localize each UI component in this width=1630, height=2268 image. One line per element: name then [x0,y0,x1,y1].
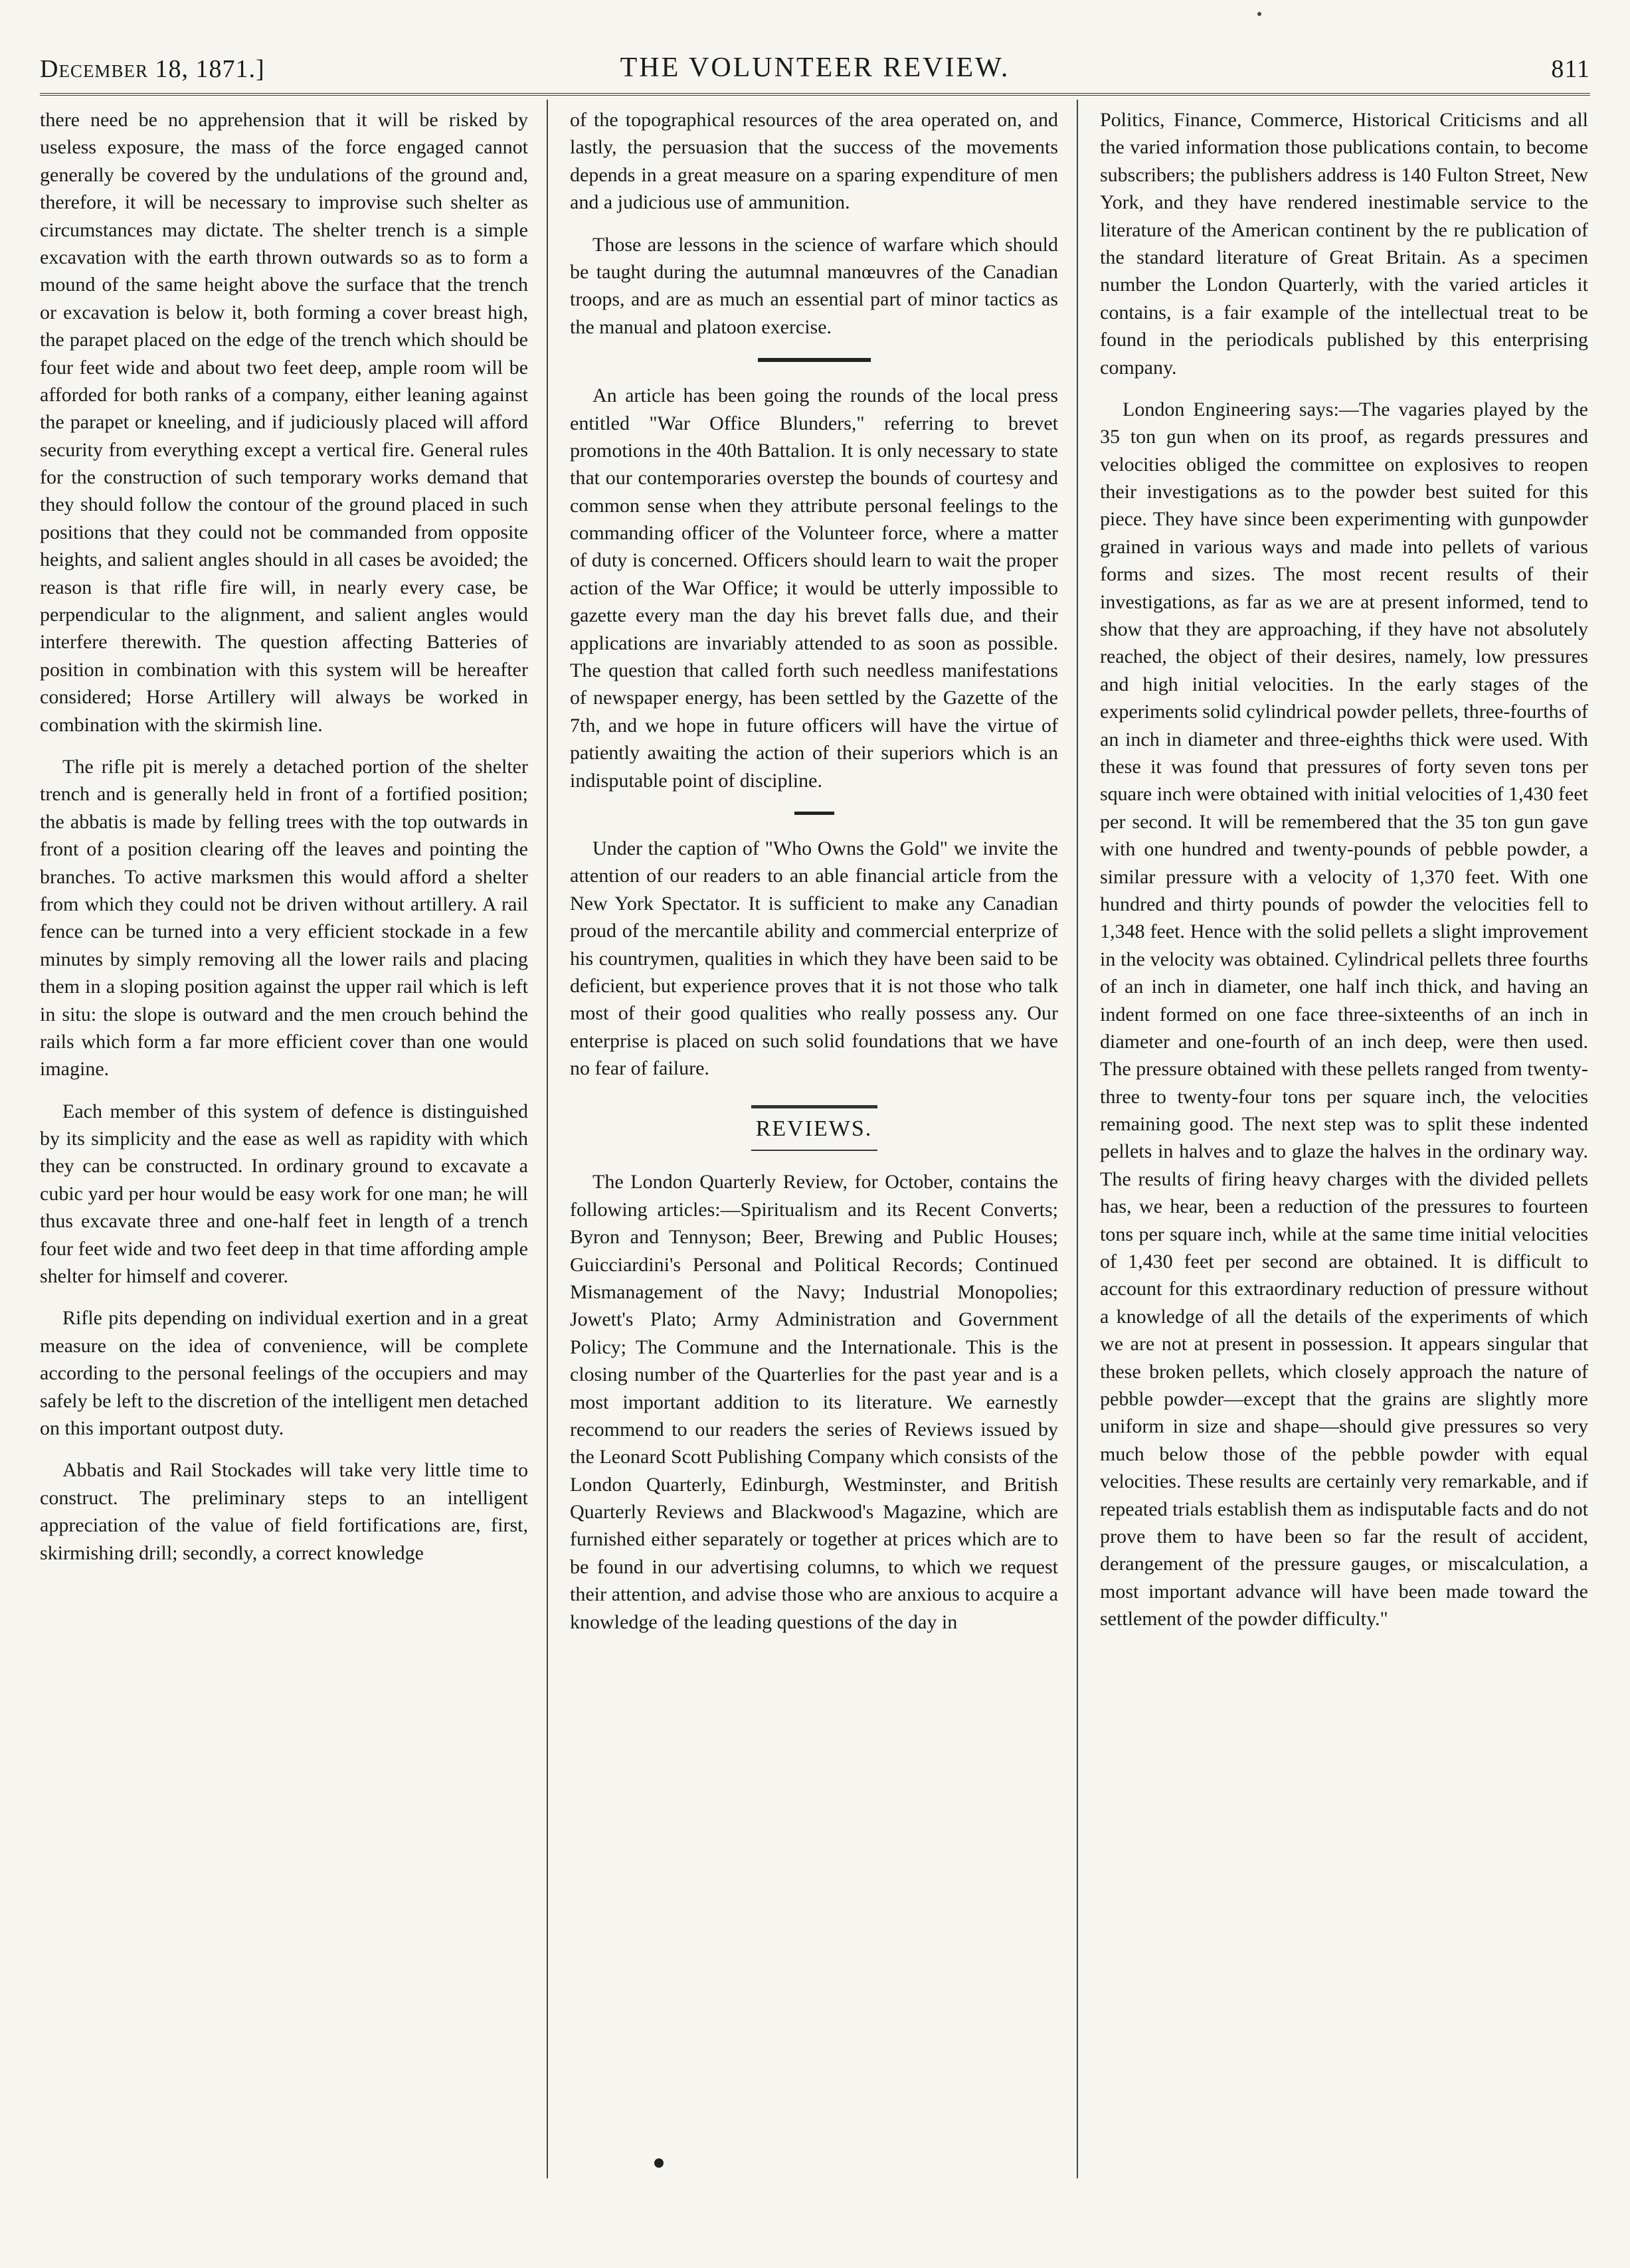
section-heading: REVIEWS. [570,1105,1058,1152]
paragraph: there need be no apprehension that it will be risked by useless exposure, the mass of the force engaged cannot generally be covered by the undulations of the ground and, therefore, it will be necessary to improvise such shelter as circumstances may dictate. The shelter trench is a simple excavation with the earth thrown outwards so as to form a mound of the same height above the surface that the trench or excavation is below it, both forming a cover breast high, the parapet placed on the edge of the trench which should be four feet wide and about two feet deep, ample room will be afforded for both ranks of a company, either leaning against the parapet or kneeling, and if judiciously placed will afford security from everything except a vertical fire. General rules for the construction of such temporary works demand that they should follow the contour of the ground placed in such positions that they could not be commanded from opposite heights, and salient angles should in all cases be avoided; the reason is that rifle fire will, in nearly every case, be perpendicular to the alignment, and salient angles would interfere therewith. The question affecting Batteries of position in combination with this system will be hereafter considered; Horse Artillery will always be worked in combination with the skirmish line. [40,109,528,736]
paragraph: An article has been going the rounds of the local press entitled "War Office Blunders," referring to brevet promotions in the 40th Battalion. It is only necessary to state that our contemporaries overstep the bounds of courtesy and common sense when they attribute personal feelings to the commanding officer of the Volunteer force, where a matter of duty is concerned. Officers should learn to wait the proper action of the War Office; it would be utterly impossible to gazette every man the day his brevet falls due, and their applications are invariably attended to as soon as possible. The question that called forth such needless manifestations of newspaper energy, has been settled by the Gazette of the 7th, and we hope in future officers will have the virtue of patiently awaiting the action of their superiors which is an indisputable point of discipline. [570,385,1058,792]
paragraph: Abbatis and Rail Stockades will take very little time to construct. The preliminary steps to an intelligent appreciation of the value of field fortifications are, first, skirmishing drill; secondly, a correct knowledge [40,1459,528,1564]
ink-dot [654,2158,664,2168]
section-separator [758,358,871,362]
page-number: 811 [1551,55,1590,83]
paragraph: The rifle pit is merely a detached portion of the shelter trench and is generally held in front of a fortified position; the abbatis is made by felling trees with the top outwards in front of a position clearing off the leaves and pointing the branches. To active marksmen this would afford a shelter from which they could not be driven without artillery. A rail fence can be turned into a very efficient stockade in a few minutes by simply removing all the lower rails and placing them in a sloping position against the upper rail which is left in situ: the slope is outward and the men crouch behind the rails which form a far more efficient cover than one would imagine. [40,755,528,1081]
masthead [40,46,1590,86]
column-divider [1077,100,1078,2178]
paragraph: of the topographical resources of the area operated on, and lastly, the persuasion that the success of the movements depends in a great measure on a sparing expenditure of men and a judicious use of ammunition. [570,109,1058,214]
column-1 [40,106,528,2178]
paragraph: Rifle pits depending on individual exertion and in a great measure on the idea of convenience, will be complete according to the personal feelings of the occupiers and may safely be left to the discretion of the intelligent men detached on this important outpost duty. [40,1307,528,1439]
paragraph: Those are lessons in the science of warfare which should be taught during the autumnal manœuvres of the Canadian troops, and are as much an essential part of minor tactics as the manual and platoon exercise. [570,233,1058,338]
paragraph: Politics, Finance, Commerce, Historical Criticisms and all the varied information those publications contain, to become subscribers; the publishers address is 140 Fulton Street, New York, and they have rendered inestimable service to the literature of the American continent by the re publication of the standard literature of Great Britain. As a specimen number the London Quarterly, with the varied articles it contains, is a fair example of the intellectual treat to be found in the periodicals published by this enterprising company. [1100,109,1588,379]
paragraph: Under the caption of "Who Owns the Gold" we invite the attention of our readers to an able financial article from the New York Spectator. It is sufficient to make any Canadian proud of the mercantile ability and commercial enterprize of his countrymen, qualities in which they have been said to be deficient, but experience proves that it is not those who talk most of their good qualities who really possess any. Our enterprise is placed on such solid foundations that we have no fear of failure. [570,837,1058,1080]
publication-title: THE VOLUNTEER REVIEW. [620,52,1010,83]
column-2 [570,106,1058,2178]
ink-speck [1257,12,1261,16]
paragraph: London Engineering says:—The vagaries played by the 35 ton gun when on its proof, as regards pressures and velocities obliged the committee on explosives to reopen their investigations as to the powder best suited for this piece. They have since been experimenting with gunpowder grained in various ways and made into pellets of various forms and sizes. The most recent results of their investigations, as far as we are at present informed, tend to show that they are approaching, if they have not absolutely reached, the object of their desires, namely, low pressures and high initial velocities. In the early stages of the experiments solid cylindrical powder pellets, three-fourths of an inch in diameter and three-eighths thick were used. With these it was found that pressures of forty seven tons per square inch were obtained with initial velocities of 1,430 feet per second. It will be remembered that the 35 ton gun gave with one hundred and twenty-pounds of pebble powder, a similar pressure with a velocity of 1,370 feet. With one hundred and thirty pounds of powder the velocities fell to 1,348 feet. Hence with the solid pellets a slight improvement in the velocity was obtained. Cylindrical pellets three fourths of an inch in diameter, one half inch thick, and having an indent formed on one face three-sixteenths of an inch in diameter and one-fourth of an inch deep, were then used. The pressure obtained with these pellets ranged from twenty-three to twenty-four tons per square inch, the velocities remaining good. The next step was to split these indented pellets in halves and to glaze the halves in the ordinary way. The results of firing heavy charges with the divided pellets has, we hear, been a reduction of the pressures to fourteen tons per square inch, while at the same time initial velocities of 1,430 feet per second are obtained. It is difficult to account for this extraordinary reduction of pressure without a knowledge of all the details of the experiments of which we are not at present in possession. It appears singular that these broken pellets, which closely approach the nature of pebble powder—except that the grains are slightly more uniform in size and shape—should give pressures so very much below those of the pebble powder with equal velocities. These results are certainly very remarkable, and if repeated trials establish them as indisputable facts and do not prove them to have been so far the result of accident, derangement of the pressure gauges, or miscalculation, a most important advance will have been made toward the settlement of the powder difficulty." [1100,398,1588,1630]
paragraph: The London Quarterly Review, for October, contains the following articles:—Spiritualism and its Recent Converts; Byron and Tennyson; Beer, Brewing and Public Houses; Guicciardini's Personal and Political Records; Continued Mismanagement of the Navy; Industrial Monopolies; Jowett's Plato; Army Administration and Government Policy; The Commune and the Internationale. This is the closing number of the Quarterlies for the past year and is a most important addition to its literature. We earnestly recommend to our readers the series of Reviews issued by the Leonard Scott Publishing Company which consists of the London Quarterly, Edinburgh, Westminster, and British Quarterly Reviews and Blackwood's Magazine, which are furnished either separately or together at prices which are to be found in our advertising columns, to which we request their attention, and advise those who are anxious to acquire a knowledge of the leading questions of the day in [570,1171,1058,1633]
issue-date: December 18, 1871.] [40,55,265,83]
column-3 [1100,106,1588,2178]
column-divider [547,100,548,2178]
header-rule [40,93,1590,96]
section-separator [794,812,834,815]
paragraph: Each member of this system of defence is distinguished by its simplicity and the ease as well as rapidity with which they can be constructed. In ordinary ground to excavate a cubic yard per hour would be easy work for one man; he will thus excavate three and one-half feet in length of a trench four feet wide and two feet deep in that time affording ample shelter for himself and coverer. [40,1100,528,1288]
